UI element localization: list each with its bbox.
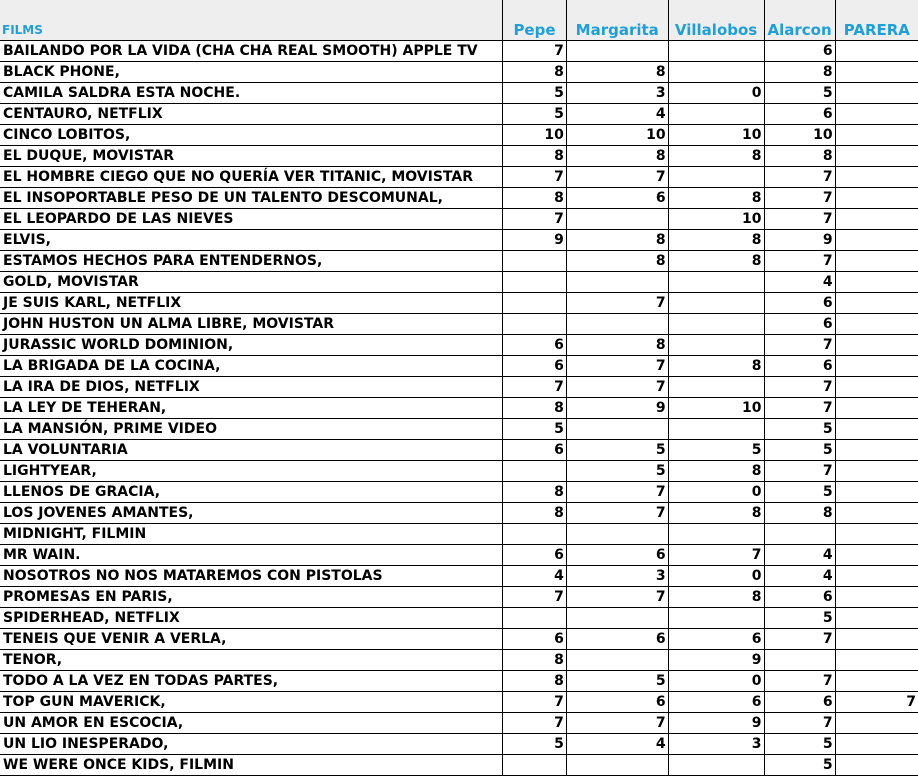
score-cell-alarcon[interactable]: 8	[764, 61, 835, 82]
score-cell-alarcon[interactable]: 7	[764, 460, 835, 481]
header-villalobos[interactable]: Villalobos	[668, 0, 764, 40]
film-title-cell[interactable]: EL LEOPARDO DE LAS NIEVES	[0, 208, 503, 229]
score-cell-villalobos[interactable]	[668, 292, 764, 313]
table-row	[0, 313, 918, 334]
score-cell-alarcon[interactable]: 6	[764, 40, 835, 61]
table-row	[0, 271, 918, 292]
score-cell-parera[interactable]	[835, 313, 918, 334]
score-cell-pepe[interactable]: 9	[503, 229, 567, 250]
score-cell-margarita[interactable]: 4	[566, 103, 668, 124]
score-cell-alarcon[interactable]: 7	[764, 712, 835, 733]
score-cell-margarita[interactable]: 4	[566, 733, 668, 754]
score-cell-pepe[interactable]	[503, 460, 567, 481]
table-row	[0, 628, 918, 649]
film-title-cell[interactable]: LOS JOVENES AMANTES,	[0, 502, 503, 523]
score-cell-villalobos[interactable]: 3	[668, 733, 764, 754]
score-cell-margarita[interactable]	[566, 271, 668, 292]
table-row	[0, 691, 918, 712]
score-cell-pepe[interactable]: 5	[503, 418, 567, 439]
score-cell-margarita[interactable]: 6	[566, 187, 668, 208]
score-cell-margarita[interactable]: 9	[566, 397, 668, 418]
score-cell-margarita[interactable]: 8	[566, 145, 668, 166]
film-title-cell[interactable]: MIDNIGHT, FILMIN	[0, 523, 503, 544]
table-row	[0, 460, 918, 481]
score-cell-pepe[interactable]: 6	[503, 334, 567, 355]
score-cell-margarita[interactable]: 6	[566, 628, 668, 649]
film-title-cell[interactable]: GOLD, MOVISTAR	[0, 271, 503, 292]
film-title-cell[interactable]: UN AMOR EN ESCOCIA,	[0, 712, 503, 733]
score-cell-parera[interactable]	[835, 418, 918, 439]
table-row	[0, 145, 918, 166]
score-cell-villalobos[interactable]: 10	[668, 208, 764, 229]
score-cell-alarcon[interactable]: 7	[764, 208, 835, 229]
score-cell-parera[interactable]	[835, 166, 918, 187]
table-row	[0, 103, 918, 124]
score-cell-margarita[interactable]: 7	[566, 166, 668, 187]
score-cell-pepe[interactable]	[503, 607, 567, 628]
film-title-cell[interactable]: JURASSIC WORLD DOMINION,	[0, 334, 503, 355]
film-title-cell[interactable]: EL HOMBRE CIEGO QUE NO QUERÍA VER TITANIC, MOVISTAR	[0, 166, 503, 187]
table-row	[0, 439, 918, 460]
table-row	[0, 61, 918, 82]
score-cell-parera[interactable]	[835, 523, 918, 544]
score-cell-alarcon[interactable]: 7	[764, 670, 835, 691]
table-row	[0, 82, 918, 103]
score-cell-alarcon[interactable]: 4	[764, 565, 835, 586]
score-cell-margarita[interactable]	[566, 649, 668, 670]
score-cell-margarita[interactable]	[566, 523, 668, 544]
header-margarita[interactable]: Margarita	[566, 0, 668, 40]
score-cell-alarcon[interactable]: 7	[764, 376, 835, 397]
score-cell-alarcon[interactable]: 10	[764, 124, 835, 145]
score-cell-parera[interactable]	[835, 733, 918, 754]
film-title-cell[interactable]: JE SUIS KARL, NETFLIX	[0, 292, 503, 313]
score-cell-alarcon[interactable]: 5	[764, 82, 835, 103]
score-cell-margarita[interactable]	[566, 40, 668, 61]
score-cell-margarita[interactable]: 7	[566, 712, 668, 733]
score-cell-alarcon[interactable]: 4	[764, 271, 835, 292]
table-row	[0, 229, 918, 250]
score-cell-parera[interactable]	[835, 481, 918, 502]
film-title-cell[interactable]: EL DUQUE, MOVISTAR	[0, 145, 503, 166]
score-cell-alarcon[interactable]: 7	[764, 166, 835, 187]
film-title-cell[interactable]: ELVIS,	[0, 229, 503, 250]
score-cell-parera[interactable]	[835, 292, 918, 313]
score-cell-parera[interactable]	[835, 628, 918, 649]
score-cell-alarcon[interactable]: 4	[764, 544, 835, 565]
film-title-cell[interactable]: LA LEY DE TEHERAN,	[0, 397, 503, 418]
score-cell-parera[interactable]	[835, 460, 918, 481]
score-cell-parera[interactable]	[835, 229, 918, 250]
score-cell-alarcon[interactable]: 8	[764, 502, 835, 523]
score-cell-margarita[interactable]	[566, 418, 668, 439]
score-cell-villalobos[interactable]: 8	[668, 355, 764, 376]
header-pepe[interactable]: Pepe	[503, 0, 567, 40]
score-cell-pepe[interactable]	[503, 250, 567, 271]
table-row	[0, 565, 918, 586]
film-title-cell[interactable]: LA MANSIÓN, PRIME VIDEO	[0, 418, 503, 439]
score-cell-parera[interactable]	[835, 670, 918, 691]
film-title-cell[interactable]: LA BRIGADA DE LA COCINA,	[0, 355, 503, 376]
score-cell-parera[interactable]	[835, 355, 918, 376]
table-row	[0, 292, 918, 313]
score-cell-alarcon[interactable]: 7	[764, 397, 835, 418]
score-cell-parera[interactable]	[835, 124, 918, 145]
table-row	[0, 607, 918, 628]
table-row	[0, 418, 918, 439]
score-cell-parera[interactable]	[835, 334, 918, 355]
score-cell-alarcon[interactable]: 6	[764, 586, 835, 607]
score-cell-parera[interactable]	[835, 565, 918, 586]
score-cell-pepe[interactable]: 6	[503, 355, 567, 376]
film-title-cell[interactable]: UN LIO INESPERADO,	[0, 733, 503, 754]
score-cell-villalobos[interactable]	[668, 334, 764, 355]
score-cell-pepe[interactable]: 7	[503, 586, 567, 607]
table-row	[0, 40, 918, 61]
score-cell-villalobos[interactable]	[668, 376, 764, 397]
score-cell-parera[interactable]	[835, 61, 918, 82]
score-cell-villalobos[interactable]: 10	[668, 397, 764, 418]
score-cell-alarcon[interactable]: 9	[764, 229, 835, 250]
score-cell-villalobos[interactable]	[668, 607, 764, 628]
score-cell-villalobos[interactable]: 8	[668, 145, 764, 166]
score-cell-parera[interactable]	[835, 754, 918, 775]
score-cell-parera[interactable]	[835, 187, 918, 208]
score-cell-alarcon[interactable]: 6	[764, 355, 835, 376]
score-cell-alarcon[interactable]: 5	[764, 733, 835, 754]
score-cell-alarcon[interactable]: 5	[764, 607, 835, 628]
table-row	[0, 733, 918, 754]
score-cell-villalobos[interactable]: 8	[668, 187, 764, 208]
score-cell-margarita[interactable]	[566, 607, 668, 628]
score-cell-margarita[interactable]: 7	[566, 376, 668, 397]
film-title-cell[interactable]: TOP GUN MAVERICK,	[0, 691, 503, 712]
film-title-cell[interactable]: PROMESAS EN PARIS,	[0, 586, 503, 607]
score-cell-villalobos[interactable]	[668, 313, 764, 334]
score-cell-pepe[interactable]: 7	[503, 166, 567, 187]
film-title-cell[interactable]: NOSOTROS NO NOS MATAREMOS CON PISTOLAS	[0, 565, 503, 586]
score-cell-margarita[interactable]: 8	[566, 61, 668, 82]
score-cell-villalobos[interactable]	[668, 61, 764, 82]
film-title-cell[interactable]: MR WAIN.	[0, 544, 503, 565]
score-cell-parera[interactable]	[835, 586, 918, 607]
header-alarcon[interactable]: Alarcon	[764, 0, 835, 40]
score-cell-villalobos[interactable]: 9	[668, 712, 764, 733]
score-cell-alarcon[interactable]: 5	[764, 418, 835, 439]
score-cell-margarita[interactable]	[566, 313, 668, 334]
score-cell-margarita[interactable]: 10	[566, 124, 668, 145]
score-cell-alarcon[interactable]: 6	[764, 691, 835, 712]
film-title-cell[interactable]: TENEIS QUE VENIR A VERLA,	[0, 628, 503, 649]
score-cell-margarita[interactable]: 5	[566, 460, 668, 481]
header-films[interactable]: FILMS	[0, 0, 503, 40]
table-row	[0, 397, 918, 418]
score-cell-villalobos[interactable]: 0	[668, 670, 764, 691]
score-cell-pepe[interactable]: 7	[503, 376, 567, 397]
score-cell-pepe[interactable]: 10	[503, 124, 567, 145]
score-cell-pepe[interactable]	[503, 523, 567, 544]
score-cell-villalobos[interactable]: 6	[668, 628, 764, 649]
film-title-cell[interactable]: TENOR,	[0, 649, 503, 670]
score-cell-margarita[interactable]: 5	[566, 439, 668, 460]
score-cell-margarita[interactable]: 5	[566, 670, 668, 691]
score-cell-margarita[interactable]: 7	[566, 481, 668, 502]
score-cell-margarita[interactable]: 7	[566, 586, 668, 607]
score-cell-parera[interactable]	[835, 607, 918, 628]
table-row	[0, 250, 918, 271]
score-cell-villalobos[interactable]: 8	[668, 460, 764, 481]
score-cell-pepe[interactable]: 8	[503, 502, 567, 523]
score-cell-alarcon[interactable]: 7	[764, 334, 835, 355]
score-cell-margarita[interactable]: 6	[566, 691, 668, 712]
score-cell-parera[interactable]	[835, 397, 918, 418]
score-cell-pepe[interactable]: 5	[503, 733, 567, 754]
score-cell-villalobos[interactable]	[668, 166, 764, 187]
header-parera[interactable]: PARERA	[835, 0, 918, 40]
film-title-cell[interactable]: ESTAMOS HECHOS PARA ENTENDERNOS,	[0, 250, 503, 271]
score-cell-alarcon[interactable]: 8	[764, 145, 835, 166]
score-cell-alarcon[interactable]	[764, 649, 835, 670]
score-cell-alarcon[interactable]: 5	[764, 481, 835, 502]
table-row	[0, 754, 918, 775]
score-cell-villalobos[interactable]	[668, 40, 764, 61]
score-cell-alarcon[interactable]: 7	[764, 187, 835, 208]
score-cell-villalobos[interactable]: 6	[668, 691, 764, 712]
film-title-cell[interactable]: CAMILA SALDRA ESTA NOCHE.	[0, 82, 503, 103]
film-title-cell[interactable]: WE WERE ONCE KIDS, FILMIN	[0, 754, 503, 775]
table-row	[0, 166, 918, 187]
table-row	[0, 187, 918, 208]
score-cell-pepe[interactable]: 8	[503, 61, 567, 82]
score-cell-villalobos[interactable]: 10	[668, 124, 764, 145]
table-row	[0, 586, 918, 607]
score-cell-alarcon[interactable]: 6	[764, 103, 835, 124]
score-cell-margarita[interactable]	[566, 208, 668, 229]
table-row	[0, 124, 918, 145]
score-cell-villalobos[interactable]	[668, 271, 764, 292]
score-cell-pepe[interactable]: 7	[503, 691, 567, 712]
score-cell-villalobos[interactable]	[668, 418, 764, 439]
score-cell-alarcon[interactable]	[764, 523, 835, 544]
table-row	[0, 334, 918, 355]
score-cell-margarita[interactable]: 3	[566, 82, 668, 103]
table-row	[0, 481, 918, 502]
header-row	[0, 0, 918, 40]
score-cell-pepe[interactable]: 8	[503, 187, 567, 208]
score-cell-villalobos[interactable]: 8	[668, 586, 764, 607]
table-row	[0, 712, 918, 733]
score-cell-villalobos[interactable]	[668, 754, 764, 775]
score-cell-parera[interactable]	[835, 208, 918, 229]
score-cell-pepe[interactable]: 5	[503, 103, 567, 124]
film-title-cell[interactable]: SPIDERHEAD, NETFLIX	[0, 607, 503, 628]
score-cell-pepe[interactable]	[503, 292, 567, 313]
film-title-cell[interactable]: LA VOLUNTARIA	[0, 439, 503, 460]
score-cell-margarita[interactable]: 7	[566, 502, 668, 523]
score-cell-alarcon[interactable]: 6	[764, 313, 835, 334]
film-title-cell[interactable]: LIGHTYEAR,	[0, 460, 503, 481]
score-cell-parera[interactable]	[835, 145, 918, 166]
film-title-cell[interactable]: LLENOS DE GRACIA,	[0, 481, 503, 502]
film-title-cell[interactable]: CINCO LOBITOS,	[0, 124, 503, 145]
table-row	[0, 649, 918, 670]
film-title-cell[interactable]: CENTAURO, NETFLIX	[0, 103, 503, 124]
score-cell-parera[interactable]	[835, 376, 918, 397]
score-cell-parera[interactable]	[835, 82, 918, 103]
score-cell-pepe[interactable]: 7	[503, 208, 567, 229]
score-cell-pepe[interactable]: 4	[503, 565, 567, 586]
score-cell-parera[interactable]	[835, 439, 918, 460]
score-cell-margarita[interactable]: 8	[566, 229, 668, 250]
table-row	[0, 670, 918, 691]
score-cell-villalobos[interactable]: 8	[668, 229, 764, 250]
film-title-cell[interactable]: TODO A LA VEZ EN TODAS PARTES,	[0, 670, 503, 691]
table-row	[0, 376, 918, 397]
score-cell-pepe[interactable]: 7	[503, 40, 567, 61]
score-cell-villalobos[interactable]	[668, 103, 764, 124]
score-cell-parera[interactable]	[835, 712, 918, 733]
score-cell-parera[interactable]	[835, 250, 918, 271]
score-cell-parera[interactable]: 7	[835, 691, 918, 712]
score-cell-alarcon[interactable]: 5	[764, 754, 835, 775]
score-cell-villalobos[interactable]: 8	[668, 250, 764, 271]
film-title-cell[interactable]: JOHN HUSTON UN ALMA LIBRE, MOVISTAR	[0, 313, 503, 334]
score-cell-margarita[interactable]: 3	[566, 565, 668, 586]
score-cell-alarcon[interactable]: 5	[764, 439, 835, 460]
score-cell-parera[interactable]	[835, 502, 918, 523]
score-cell-pepe[interactable]: 7	[503, 712, 567, 733]
table-row	[0, 502, 918, 523]
score-cell-pepe[interactable]: 5	[503, 82, 567, 103]
score-cell-parera[interactable]	[835, 271, 918, 292]
score-cell-parera[interactable]	[835, 40, 918, 61]
score-cell-alarcon[interactable]: 7	[764, 250, 835, 271]
score-cell-margarita[interactable]: 7	[566, 292, 668, 313]
score-cell-pepe[interactable]	[503, 313, 567, 334]
score-cell-pepe[interactable]: 8	[503, 649, 567, 670]
score-cell-pepe[interactable]: 8	[503, 397, 567, 418]
score-cell-pepe[interactable]: 8	[503, 670, 567, 691]
score-cell-parera[interactable]	[835, 544, 918, 565]
score-cell-villalobos[interactable]: 8	[668, 502, 764, 523]
score-cell-parera[interactable]	[835, 649, 918, 670]
score-cell-villalobos[interactable]: 0	[668, 82, 764, 103]
film-title-cell[interactable]: BLACK PHONE,	[0, 61, 503, 82]
score-cell-margarita[interactable]: 7	[566, 355, 668, 376]
film-title-cell[interactable]: EL INSOPORTABLE PESO DE UN TALENTO DESCOMUNAL,	[0, 187, 503, 208]
score-cell-villalobos[interactable]	[668, 523, 764, 544]
score-cell-villalobos[interactable]: 9	[668, 649, 764, 670]
score-cell-margarita[interactable]	[566, 754, 668, 775]
score-cell-pepe[interactable]	[503, 754, 567, 775]
table-row	[0, 523, 918, 544]
film-rows	[0, 40, 918, 775]
score-cell-pepe[interactable]: 8	[503, 481, 567, 502]
score-cell-villalobos[interactable]: 0	[668, 565, 764, 586]
score-cell-margarita[interactable]: 6	[566, 544, 668, 565]
score-cell-pepe[interactable]: 8	[503, 145, 567, 166]
film-title-cell[interactable]: BAILANDO POR LA VIDA (CHA CHA REAL SMOOTH) APPLE TV	[0, 40, 503, 61]
table-row	[0, 544, 918, 565]
score-cell-pepe[interactable]: 6	[503, 439, 567, 460]
score-cell-alarcon[interactable]: 7	[764, 628, 835, 649]
film-title-cell[interactable]: LA IRA DE DIOS, NETFLIX	[0, 376, 503, 397]
score-cell-villalobos[interactable]: 5	[668, 439, 764, 460]
score-cell-pepe[interactable]: 6	[503, 544, 567, 565]
score-cell-villalobos[interactable]: 0	[668, 481, 764, 502]
score-cell-pepe[interactable]: 6	[503, 628, 567, 649]
score-cell-parera[interactable]	[835, 103, 918, 124]
score-cell-alarcon[interactable]: 6	[764, 292, 835, 313]
score-cell-pepe[interactable]	[503, 271, 567, 292]
table-row	[0, 355, 918, 376]
table-row	[0, 208, 918, 229]
score-cell-margarita[interactable]: 8	[566, 334, 668, 355]
score-cell-margarita[interactable]: 8	[566, 250, 668, 271]
score-cell-villalobos[interactable]: 7	[668, 544, 764, 565]
